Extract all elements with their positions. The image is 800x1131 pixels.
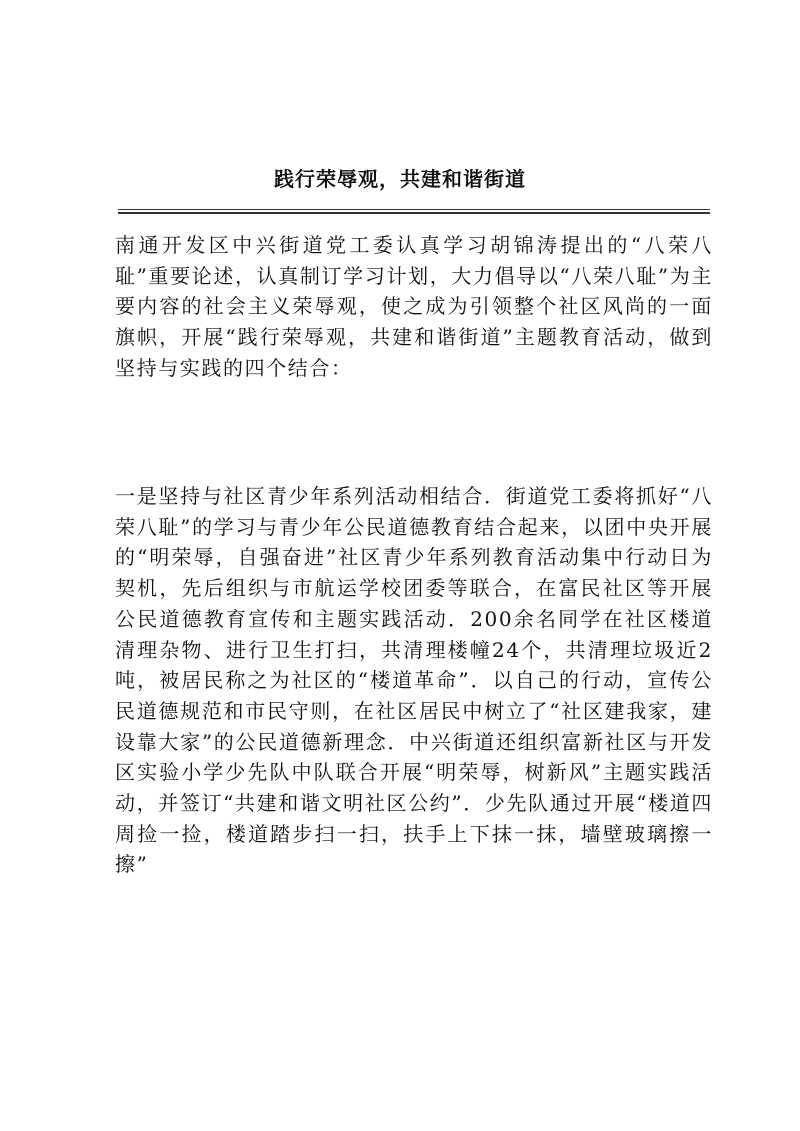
title-divider xyxy=(118,209,710,214)
document-title: 践行荣辱观，共建和谐街道 xyxy=(274,167,526,191)
paragraph-intro: 南通开发区中兴街道党工委认真学习胡锦涛提出的“八荣八耻”重要论述，认真制订学习计划，大力倡导以“八荣八耻”为主要内容的社会主义荣辱观，使之成为引领整个社区风尚的一面旗帜，开展“践行荣辱观，共建和谐街道”主题教育活动，做到坚持与实践的四个结合： xyxy=(115,233,713,380)
paragraph-first-combination: 一是坚持与社区青少年系列活动相结合．街道党工委将抓好“八荣八耻”的学习与青少年公民道德教育结合起来，以团中央开展的“明荣辱，自强奋进”社区青少年系列教育活动集中行动日为契机，先后组织与市航运学校团委等联合，在富民社区等开展公民道德教育宣传和主题实践活动．200余名同学在社区楼道清理杂物、进行卫生打扫，共清理楼幢24个，共清理垃圾近2吨，被居民称之为社区的“楼道革命”．以自己的行动，宣传公民道德规范和市民守则，在社区居民中树立了“社区建我家，建设靠大家”的公民道德新理念．中兴街道还组织富新社区与开发区实验小学少先队中队联合开展“明荣辱，树新风”主题实践活动，并签订“共建和谐文明社区公约”．少先队通过开展“楼道四周捡一捡，楼道踏步扫一扫，扶手上下抹一抹，墙壁玻璃擦一擦” xyxy=(115,484,713,877)
